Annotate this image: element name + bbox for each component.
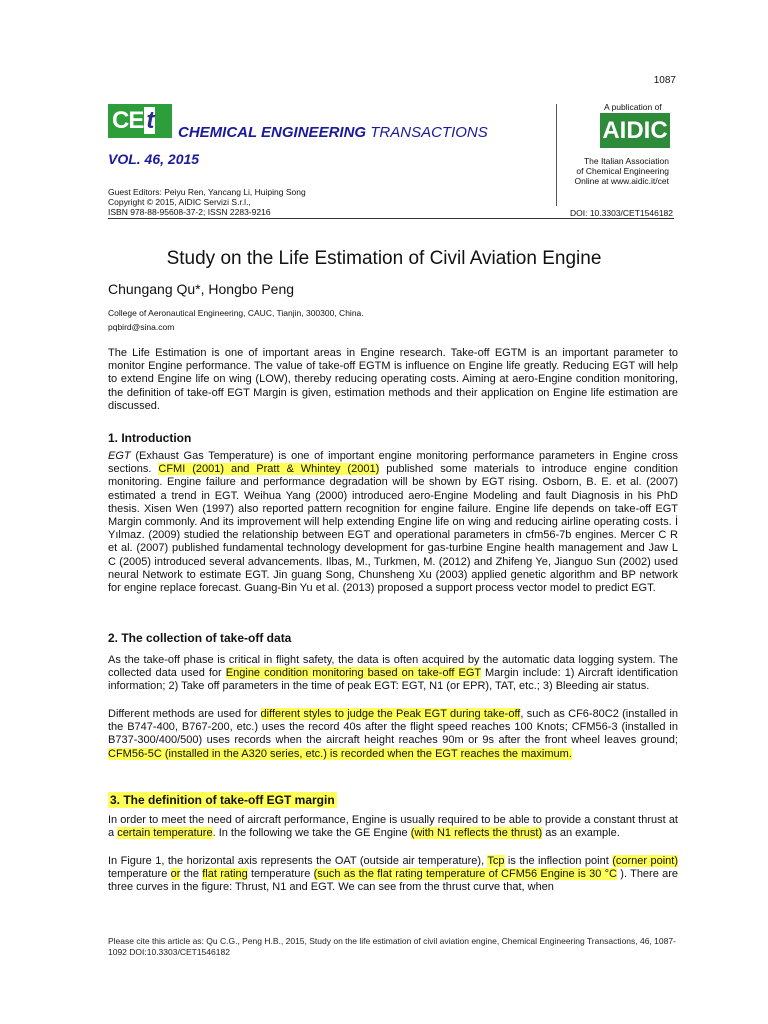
publisher-line-1: The Italian Association: [583, 156, 669, 166]
journal-name: [178, 124, 488, 141]
journal-rest: TRANSACTIONS: [366, 124, 488, 141]
publication-of: A publication of: [604, 102, 662, 112]
volume: VOL. 46, 2015: [108, 151, 200, 167]
guest-editors: Guest Editors: Peiyu Ren, Yancang Li, Huiping Song: [108, 187, 306, 197]
highlight: (corner point): [612, 855, 678, 867]
definition-paragraph-2: In Figure 1, the horizontal axis represents the OAT (outside air temperature), Tcp is the inflection point (corner point) temperature or the flat rating temperature (such as the flat rating temperature of CFM56 Engine is 30 °C ). There are three curves in the figure: Thrust, N1 and EGT. We can see from the thrust curve that, when: [108, 855, 679, 894]
publisher-line-3: Online at www.aidic.it/cet: [574, 176, 669, 186]
citation-footer: Please cite this article as: Qu C.G., Peng H.B., 2015, Study on the life estimation of civil aviation engine, Chemical Engineering Transactions, 46, 1087-1092 DOI:10.3303/CET1546182: [108, 936, 676, 957]
section-heading-introduction: 1. Introduction: [108, 431, 192, 445]
highlight: CFMI (2001) and Pratt & Whintey (2001): [158, 463, 380, 476]
affiliation-block: [108, 306, 364, 334]
doi: DOI: 10.3303/CET1546182: [569, 208, 673, 218]
journal-bold: CHEMICAL ENGINEERING: [178, 124, 367, 141]
isbn: ISBN 978-88-95608-37-2; ISSN 2283-9216: [108, 207, 271, 217]
logo-italic: t: [146, 107, 154, 134]
affiliation: College of Aeronautical Engineering, CAUC, Tianjin, 300300, China.: [108, 308, 364, 318]
email: pqbird@sina.com: [108, 322, 175, 332]
highlight: certain temperature: [117, 827, 213, 840]
page-number: 1087: [653, 75, 676, 86]
highlight: 3. The definition of take-off EGT margin: [110, 793, 335, 807]
definition-paragraph-1: In order to meet the need of aircraft performance, Engine is usually required to be able to provide a constant thrust at a certain temperature. In the following we take the GE Engine (with N1 reflects the thrust) as an example.: [108, 814, 678, 840]
highlight: CFM56-5C (installed in the A320 series, etc.) is recorded when the EGT reaches the maximum.: [108, 747, 572, 760]
logo-text: CE: [112, 107, 144, 134]
introduction-paragraph: EGT (Exhaust Gas Temperature) is one of important engine monitoring performance parameters in Engine cross sections. CFMI (2001) and Pratt & Whintey (2001) published some materials to introduce engine condition monitoring. Engine failure and performance degradation will be shown by EGT rising. Osborn, B. E. et al. (2007) estimated a trend in EGT. Weihua Yang (2000) introduced aero-Engine Modeling and fault Diagnosis in his PhD thesis. Xisen Wen (1997) also reported pattern recognition for engine failure. Engine life depends on take-off EGT Margin commonly. And its improvement will help extending Engine life on wing and reducing airline operating costs. İ Yılmaz. (2009) studied the relationship between EGT and operational parameters in cfm56-7b engines. Mercer C R et al. (2007) published fundamental technology development for gas-turbine Engine health management and Jaw L C (2005) introduced several advancements. Ilbas, M., Turkmen, M. (2012) and Zhifeng Ye, Jianguo Sun (2002) used neural Network to estimate EGT. Jin guang Song, Chunsheng Xu (2003) applied genetic algorithm and BP network for engine replace forecast. Guang-Bin Yu et al. (2013) proposed a support process vector model to predict EGT.: [108, 450, 679, 595]
highlight: flat rating: [202, 868, 248, 881]
collection-paragraph-1: As the take-off phase is critical in flight safety, the data is often acquired by the automatic data logging system. The collected data used for Engine condition monitoring based on take-off EGT Margin include: 1) Aircraft identification information; 2) Take off parameters in the time of peak EGT: EGT, N1 (or EPR), TAT, etc.; 3) Bleeding air status.: [108, 654, 678, 693]
paper-title: Study on the Life Estimation of Civil Aviation Engine: [166, 248, 602, 269]
highlight: Engine condition monitoring based on take-off EGT: [225, 667, 481, 680]
collection-paragraph-2: Different methods are used for different styles to judge the Peak EGT during take-off, such as CF6-80C2 (installed in the B747-400, B767-200, etc.) uses the record 40s after the flight speed reaches 100 Knots; CFM56-3 (installed in B737-300/400/500) uses records when the aircraft height reaches 90m or 9s after the front wheel leaves ground; CFM56-5C (installed in the A320 series, etc.) is recorded when the EGT reaches the maximum.: [108, 708, 678, 760]
editors-block: [108, 187, 306, 217]
section-heading-collection: 2. The collection of take-off data: [108, 631, 292, 645]
publisher-info: [563, 156, 669, 186]
header-rule: [108, 218, 674, 219]
highlight: Tcp: [487, 855, 505, 867]
copyright: Copyright © 2015, AIDIC Servizi S.r.l.,: [108, 197, 251, 207]
header-divider: [556, 104, 557, 206]
egt-term: EGT: [108, 450, 131, 462]
highlight: different styles to judge the Peak EGT during take-off: [260, 708, 521, 720]
highlight: (with N1 reflects the thrust): [410, 827, 543, 840]
abstract: The Life Estimation is one of important areas in Engine research. Take-off EGTM is an important parameter to monitor Engine performance. The value of take-off EGTM is influence on Engine life greatly. Reducing EGT will help to extend Engine life on wing (LOW), thereby reducing operating costs. Aiming at aero-Engine condition monitoring, the definition of take-off EGT Margin is given, estimation methods and their application on Engine life estimation are discussed.: [108, 347, 678, 412]
publisher-line-2: of Chemical Engineering: [576, 166, 669, 176]
aidic-logo: AIDIC: [600, 113, 670, 148]
section-heading-definition: [108, 793, 337, 807]
highlight: (such as the flat rating temperature of CFM56 Engine is 30 °C: [313, 868, 618, 881]
highlight: or: [170, 868, 181, 881]
cet-logo: [108, 104, 172, 138]
authors: Chungang Qu*, Hongbo Peng: [108, 281, 295, 297]
